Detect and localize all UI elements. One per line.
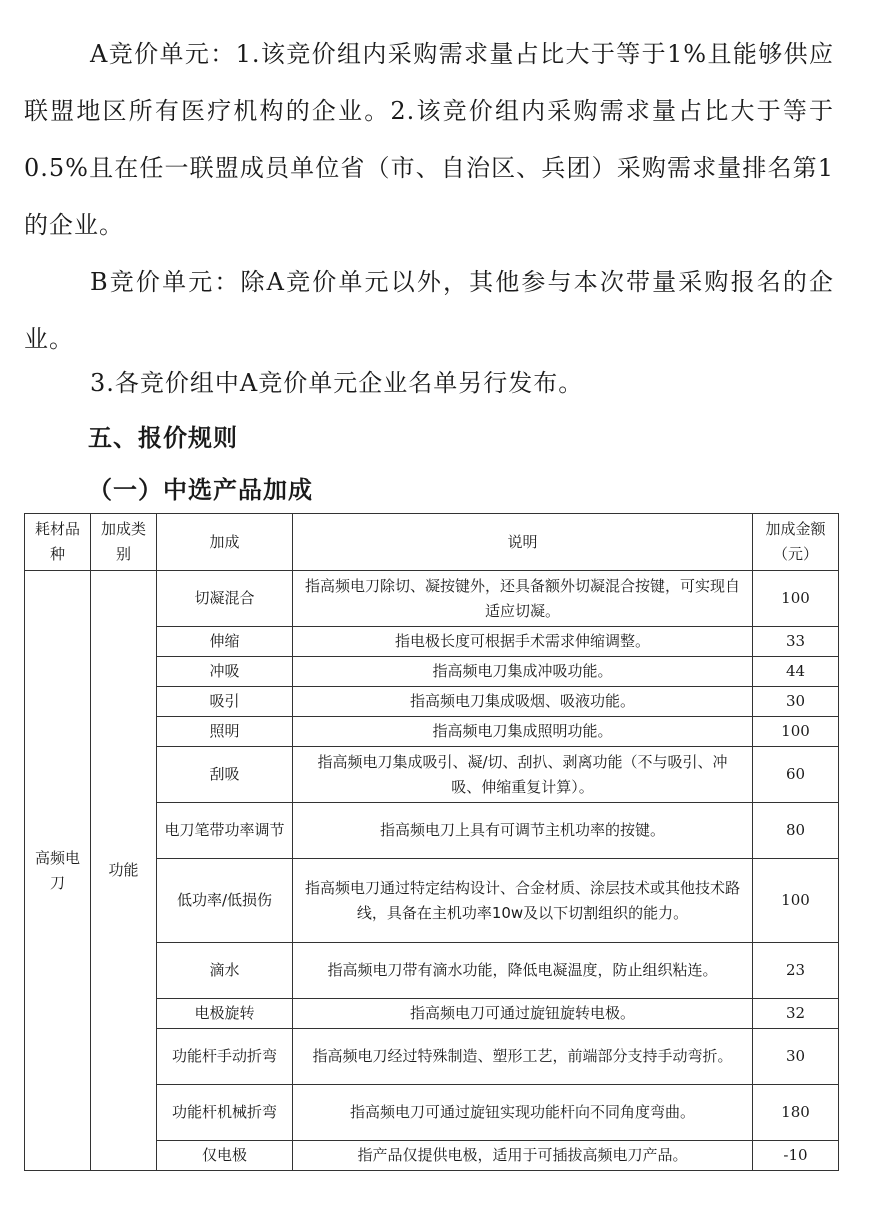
header-amount: 加成金额（元） xyxy=(753,514,839,571)
description-cell: 指高频电刀可通过旋钮旋转电极。 xyxy=(293,999,753,1029)
bonus-cell: 刮吸 xyxy=(157,747,293,803)
amount-cell: 100 xyxy=(753,571,839,627)
amount-cell: 100 xyxy=(753,717,839,747)
amount-cell: -10 xyxy=(753,1141,839,1171)
amount-cell: 32 xyxy=(753,999,839,1029)
paragraph-a-text: A竞价单元：1.该竞价组内采购需求量占比大于等于1%且能够供应联盟地区所有医疗机构的企业。2.该竞价组内采购需求量占比大于等于0.5%且在任一联盟成员单位省（市、自治区、兵团）采购需求量排名第1的企业。 xyxy=(24,40,834,239)
subsection-heading: （一）中选产品加成 xyxy=(88,476,313,504)
bonus-cell: 电极旋转 xyxy=(157,999,293,1029)
bonus-cell: 滴水 xyxy=(157,943,293,999)
amount-cell: 44 xyxy=(753,657,839,687)
paragraph-a-unit xyxy=(24,26,834,254)
description-cell: 指高频电刀带有滴水功能，降低电凝温度，防止组织粘连。 xyxy=(293,943,753,999)
material-cell: 高频电刀 xyxy=(25,571,91,1171)
bonus-cell: 低功率/低损伤 xyxy=(157,859,293,943)
description-cell: 指高频电刀集成冲吸功能。 xyxy=(293,657,753,687)
bonus-cell: 电刀笔带功率调节 xyxy=(157,803,293,859)
amount-cell: 33 xyxy=(753,627,839,657)
header-description: 说明 xyxy=(293,514,753,571)
description-cell: 指高频电刀除切、凝按键外，还具备额外切凝混合按键，可实现自适应切凝。 xyxy=(293,571,753,627)
bonus-cell: 照明 xyxy=(157,717,293,747)
description-cell: 指电极长度可根据手术需求伸缩调整。 xyxy=(293,627,753,657)
description-cell: 指高频电刀集成吸引、凝/切、刮扒、剥离功能（不与吸引、冲吸、伸缩重复计算）。 xyxy=(293,747,753,803)
amount-cell: 80 xyxy=(753,803,839,859)
paragraph-c-text: 3.各竞价组中A竞价单元企业名单另行发布。 xyxy=(90,369,584,397)
header-material: 耗材品种 xyxy=(25,514,91,571)
paragraph-list-notice xyxy=(24,355,834,412)
header-bonus: 加成 xyxy=(157,514,293,571)
bonus-cell: 吸引 xyxy=(157,687,293,717)
paragraph-b-text: B竞价单元：除A竞价单元以外，其他参与本次带量采购报名的企业。 xyxy=(24,268,834,353)
description-cell: 指高频电刀集成照明功能。 xyxy=(293,717,753,747)
bonus-cell: 仅电极 xyxy=(157,1141,293,1171)
paragraph-b-unit xyxy=(24,254,834,368)
amount-cell: 60 xyxy=(753,747,839,803)
amount-cell: 100 xyxy=(753,859,839,943)
amount-cell: 30 xyxy=(753,1029,839,1085)
amount-cell: 30 xyxy=(753,687,839,717)
description-cell: 指高频电刀集成吸烟、吸液功能。 xyxy=(293,687,753,717)
description-cell: 指高频电刀可通过旋钮实现功能杆向不同角度弯曲。 xyxy=(293,1085,753,1141)
amount-cell: 23 xyxy=(753,943,839,999)
bonus-cell: 伸缩 xyxy=(157,627,293,657)
category-cell: 功能 xyxy=(91,571,157,1171)
bonus-cell: 切凝混合 xyxy=(157,571,293,627)
header-category: 加成类别 xyxy=(91,514,157,571)
description-cell: 指高频电刀上具有可调节主机功率的按键。 xyxy=(293,803,753,859)
bonus-cell: 功能杆手动折弯 xyxy=(157,1029,293,1085)
description-cell: 指产品仅提供电极，适用于可插拔高频电刀产品。 xyxy=(293,1141,753,1171)
table-row xyxy=(25,571,839,627)
description-cell: 指高频电刀经过特殊制造、塑形工艺，前端部分支持手动弯折。 xyxy=(293,1029,753,1085)
bonus-cell: 冲吸 xyxy=(157,657,293,687)
description-cell: 指高频电刀通过特定结构设计、合金材质、涂层技术或其他技术路线，具备在主机功率10w及以下切割组织的能力。 xyxy=(293,859,753,943)
section-heading: 五、报价规则 xyxy=(88,424,238,452)
bonus-table xyxy=(24,513,839,1171)
table-header-row xyxy=(25,514,839,571)
bonus-cell: 功能杆机械折弯 xyxy=(157,1085,293,1141)
amount-cell: 180 xyxy=(753,1085,839,1141)
